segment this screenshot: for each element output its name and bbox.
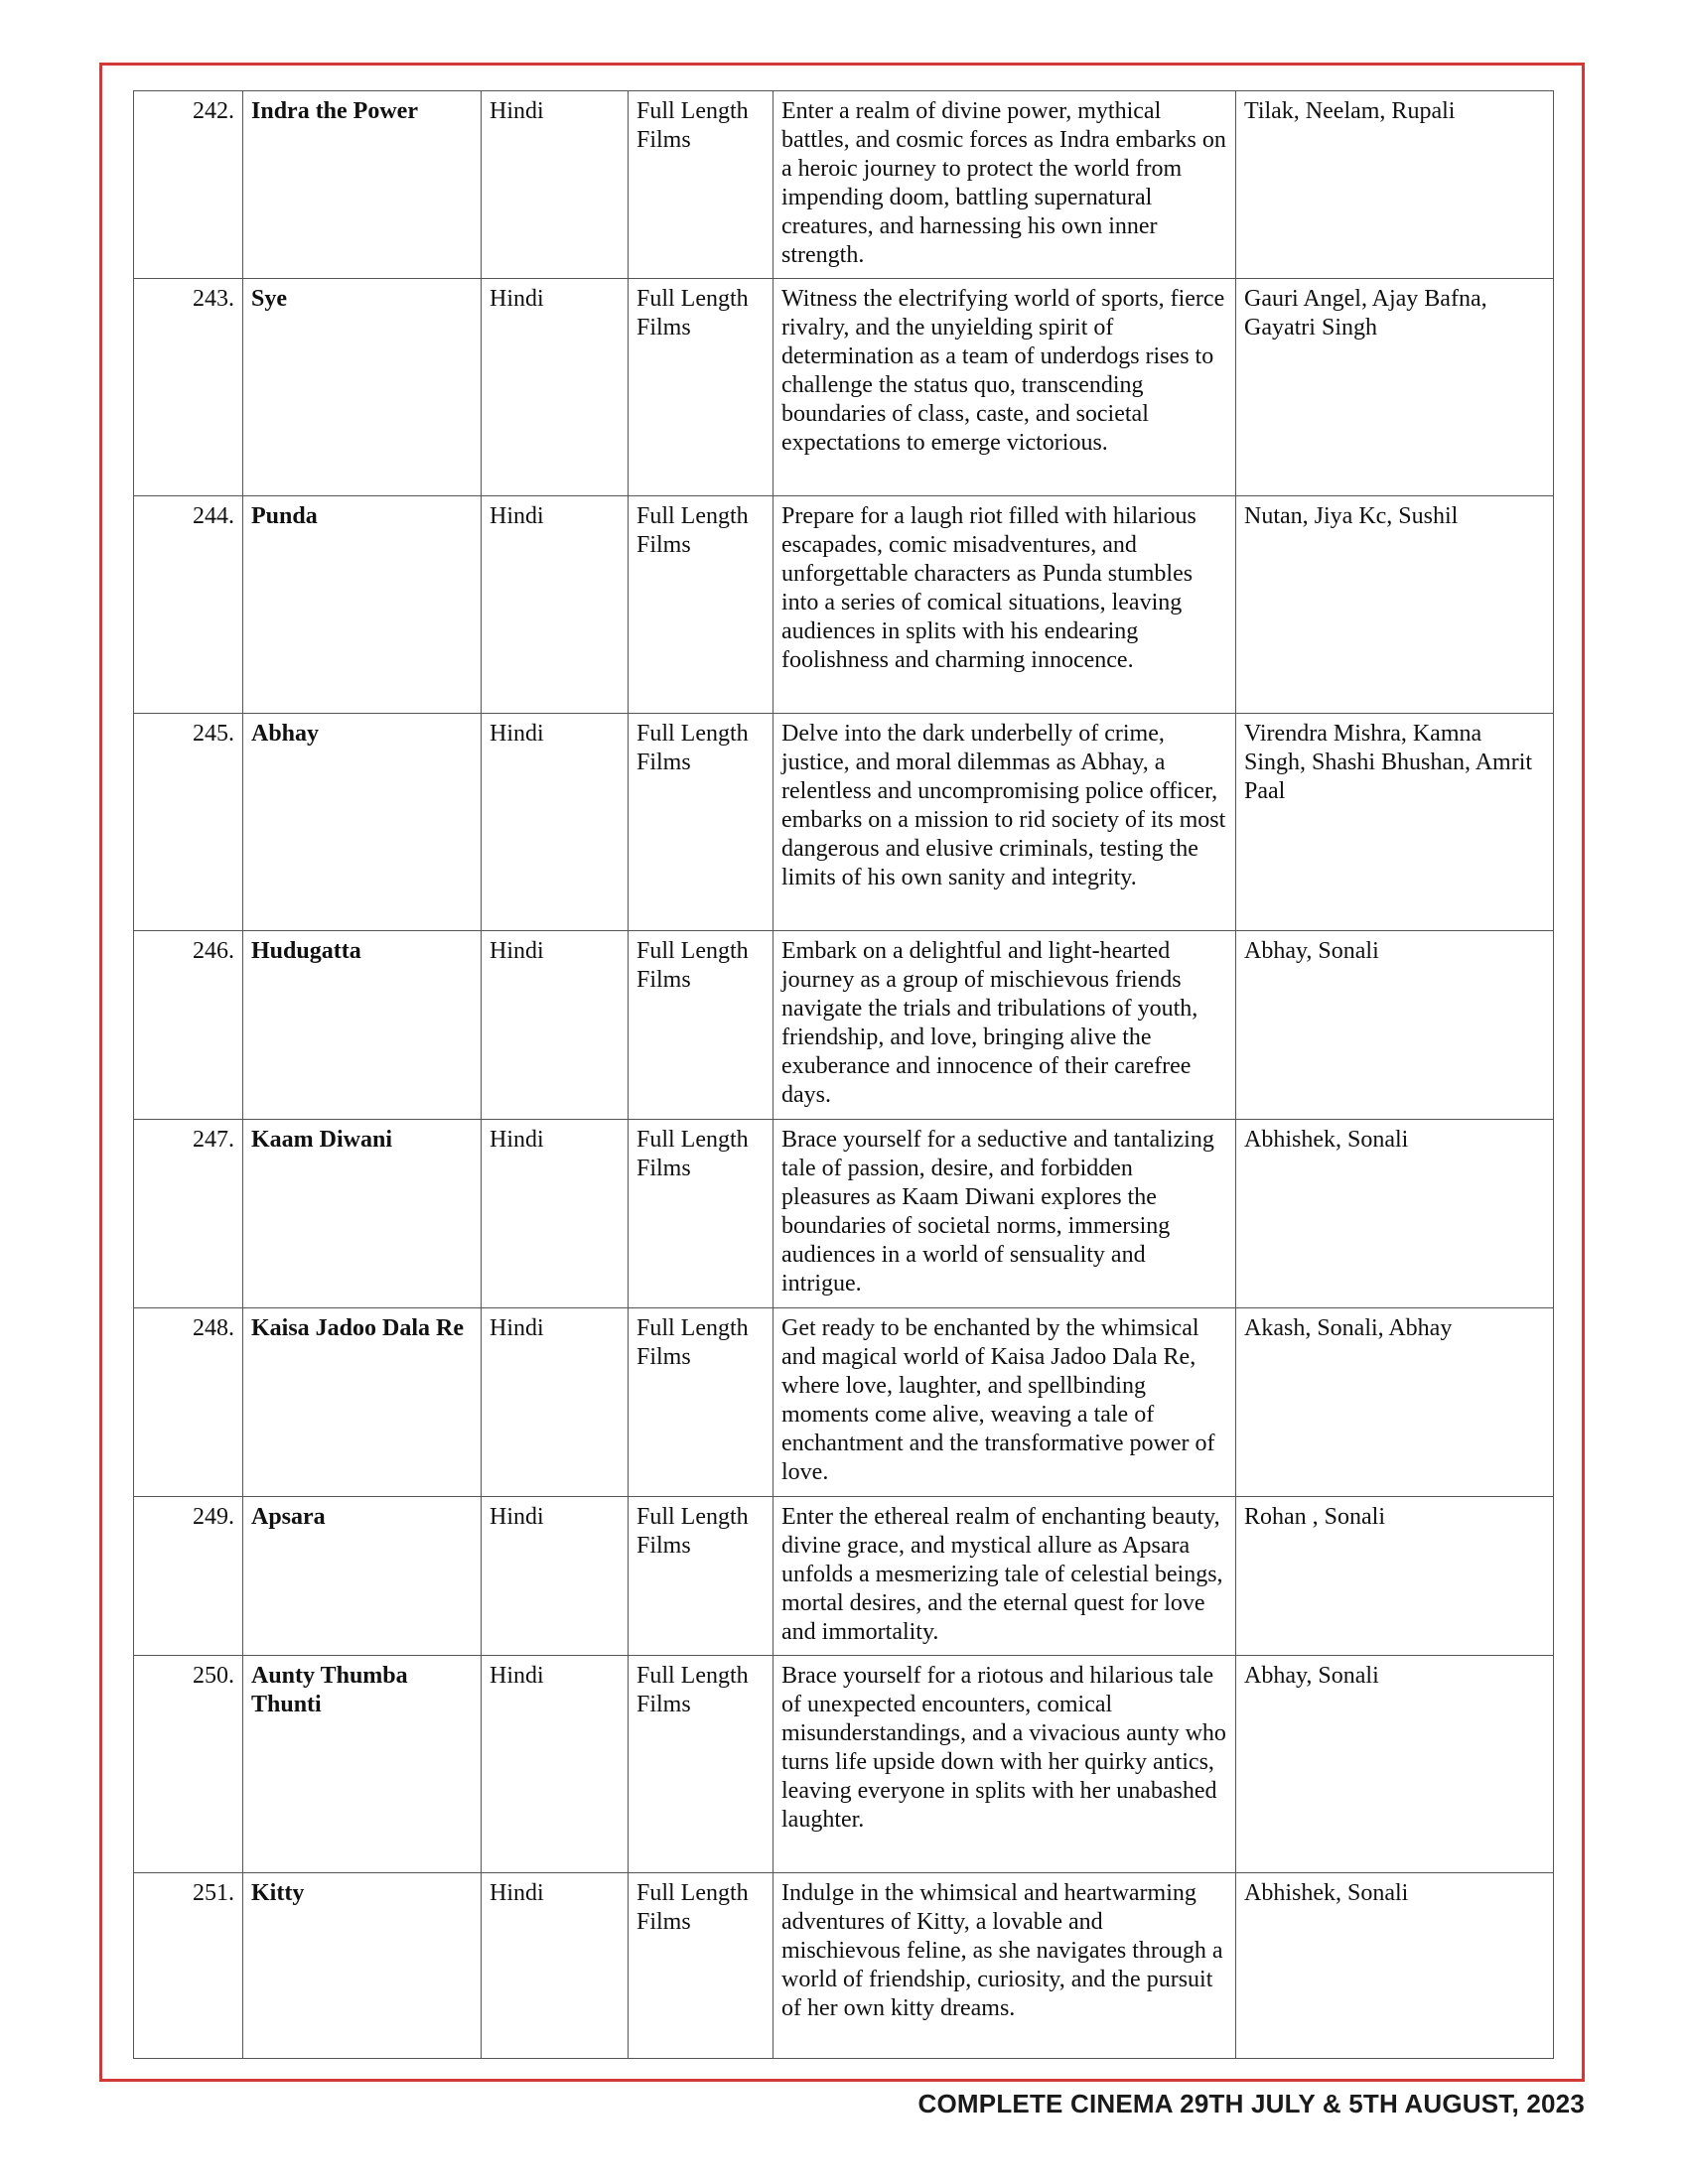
film-language: Hindi <box>482 496 629 714</box>
film-description: Get ready to be enchanted by the whimsical and magical world of Kaisa Jadoo Dala Re, where love, laughter, and spellbinding moments come alive, weaving a tale of enchantment and the transformative power of love. <box>774 1308 1236 1497</box>
film-category: Full Length Films <box>629 1497 774 1656</box>
row-number: 246. <box>134 931 243 1120</box>
film-category: Full Length Films <box>629 714 774 931</box>
film-category: Full Length Films <box>629 91 774 279</box>
film-category: Full Length Films <box>629 279 774 496</box>
film-category: Full Length Films <box>629 1120 774 1308</box>
film-title: Punda <box>243 496 482 714</box>
film-language: Hindi <box>482 1308 629 1497</box>
film-title: Indra the Power <box>243 91 482 279</box>
film-language: Hindi <box>482 714 629 931</box>
row-number: 245. <box>134 714 243 931</box>
film-language: Hindi <box>482 1497 629 1656</box>
film-description: Brace yourself for a seductive and tantalizing tale of passion, desire, and forbidden pleasures as Kaam Diwani explores the boundaries of societal norms, immersing audiences in a world of sensuality and intrigue. <box>774 1120 1236 1308</box>
film-cast: Nutan, Jiya Kc, Sushil <box>1236 496 1554 714</box>
table-row <box>134 714 1554 931</box>
film-title: Kaisa Jadoo Dala Re <box>243 1308 482 1497</box>
film-language: Hindi <box>482 931 629 1120</box>
footer-issue-line: COMPLETE CINEMA 29TH JULY & 5TH AUGUST, 2023 <box>917 2089 1585 2118</box>
film-cast: Akash, Sonali, Abhay <box>1236 1308 1554 1497</box>
film-language: Hindi <box>482 1873 629 2059</box>
film-cast: Gauri Angel, Ajay Bafna, Gayatri Singh <box>1236 279 1554 496</box>
film-description: Enter a realm of divine power, mythical battles, and cosmic forces as Indra embarks on a heroic journey to protect the world from impending doom, battling supernatural creatures, and harnessing his own inner strength. <box>774 91 1236 279</box>
row-number: 244. <box>134 496 243 714</box>
film-language: Hindi <box>482 91 629 279</box>
film-category: Full Length Films <box>629 496 774 714</box>
table-row <box>134 496 1554 714</box>
table-row <box>134 91 1554 279</box>
film-cast: Abhishek, Sonali <box>1236 1120 1554 1308</box>
film-description: Indulge in the whimsical and heartwarming adventures of Kitty, a lovable and mischievous feline, as she navigates through a world of friendship, curiosity, and the pursuit of her own kitty dreams. <box>774 1873 1236 2059</box>
film-table <box>133 90 1554 2059</box>
film-category: Full Length Films <box>629 1656 774 1873</box>
film-title: Aunty Thumba Thunti <box>243 1656 482 1873</box>
film-language: Hindi <box>482 1120 629 1308</box>
film-category: Full Length Films <box>629 1308 774 1497</box>
row-number: 248. <box>134 1308 243 1497</box>
film-cast: Abhay, Sonali <box>1236 931 1554 1120</box>
film-description: Brace yourself for a riotous and hilarious tale of unexpected encounters, comical misunderstandings, and a vivacious aunty who turns life upside down with her quirky antics, leaving everyone in splits with her unabashed laughter. <box>774 1656 1236 1873</box>
table-row <box>134 931 1554 1120</box>
film-description: Prepare for a laugh riot filled with hilarious escapades, comic misadventures, and unforgettable characters as Punda stumbles into a series of comical situations, leaving audiences in splits with his endearing foolishness and charming innocence. <box>774 496 1236 714</box>
film-title: Kitty <box>243 1873 482 2059</box>
film-cast: Virendra Mishra, Kamna Singh, Shashi Bhushan, Amrit Paal <box>1236 714 1554 931</box>
film-cast: Tilak, Neelam, Rupali <box>1236 91 1554 279</box>
film-title: Abhay <box>243 714 482 931</box>
row-number: 243. <box>134 279 243 496</box>
film-description: Enter the ethereal realm of enchanting beauty, divine grace, and mystical allure as Apsara unfolds a mesmerizing tale of celestial beings, mortal desires, and the eternal quest for love and immortality. <box>774 1497 1236 1656</box>
row-number: 251. <box>134 1873 243 2059</box>
table-row <box>134 1497 1554 1656</box>
table-row <box>134 1656 1554 1873</box>
film-category: Full Length Films <box>629 1873 774 2059</box>
table-row <box>134 1873 1554 2059</box>
film-cast: Abhishek, Sonali <box>1236 1873 1554 2059</box>
film-table-body <box>134 91 1554 2059</box>
row-number: 242. <box>134 91 243 279</box>
film-cast: Abhay, Sonali <box>1236 1656 1554 1873</box>
film-language: Hindi <box>482 279 629 496</box>
film-cast: Rohan , Sonali <box>1236 1497 1554 1656</box>
film-description: Embark on a delightful and light-hearted journey as a group of mischievous friends navigate the trials and tribulations of youth, friendship, and love, bringing alive the exuberance and innocence of their carefree days. <box>774 931 1236 1120</box>
row-number: 249. <box>134 1497 243 1656</box>
film-category: Full Length Films <box>629 931 774 1120</box>
film-description: Delve into the dark underbelly of crime, justice, and moral dilemmas as Abhay, a relentless and uncompromising police officer, embarks on a mission to rid society of its most dangerous and elusive criminals, testing the limits of his own sanity and integrity. <box>774 714 1236 931</box>
row-number: 250. <box>134 1656 243 1873</box>
film-language: Hindi <box>482 1656 629 1873</box>
film-title: Apsara <box>243 1497 482 1656</box>
film-title: Kaam Diwani <box>243 1120 482 1308</box>
table-row <box>134 1308 1554 1497</box>
film-description: Witness the electrifying world of sports, fierce rivalry, and the unyielding spirit of determination as a team of underdogs rises to challenge the status quo, transcending boundaries of class, caste, and societal expectations to emerge victorious. <box>774 279 1236 496</box>
film-title: Sye <box>243 279 482 496</box>
row-number: 247. <box>134 1120 243 1308</box>
table-row <box>134 279 1554 496</box>
film-title: Hudugatta <box>243 931 482 1120</box>
table-row <box>134 1120 1554 1308</box>
